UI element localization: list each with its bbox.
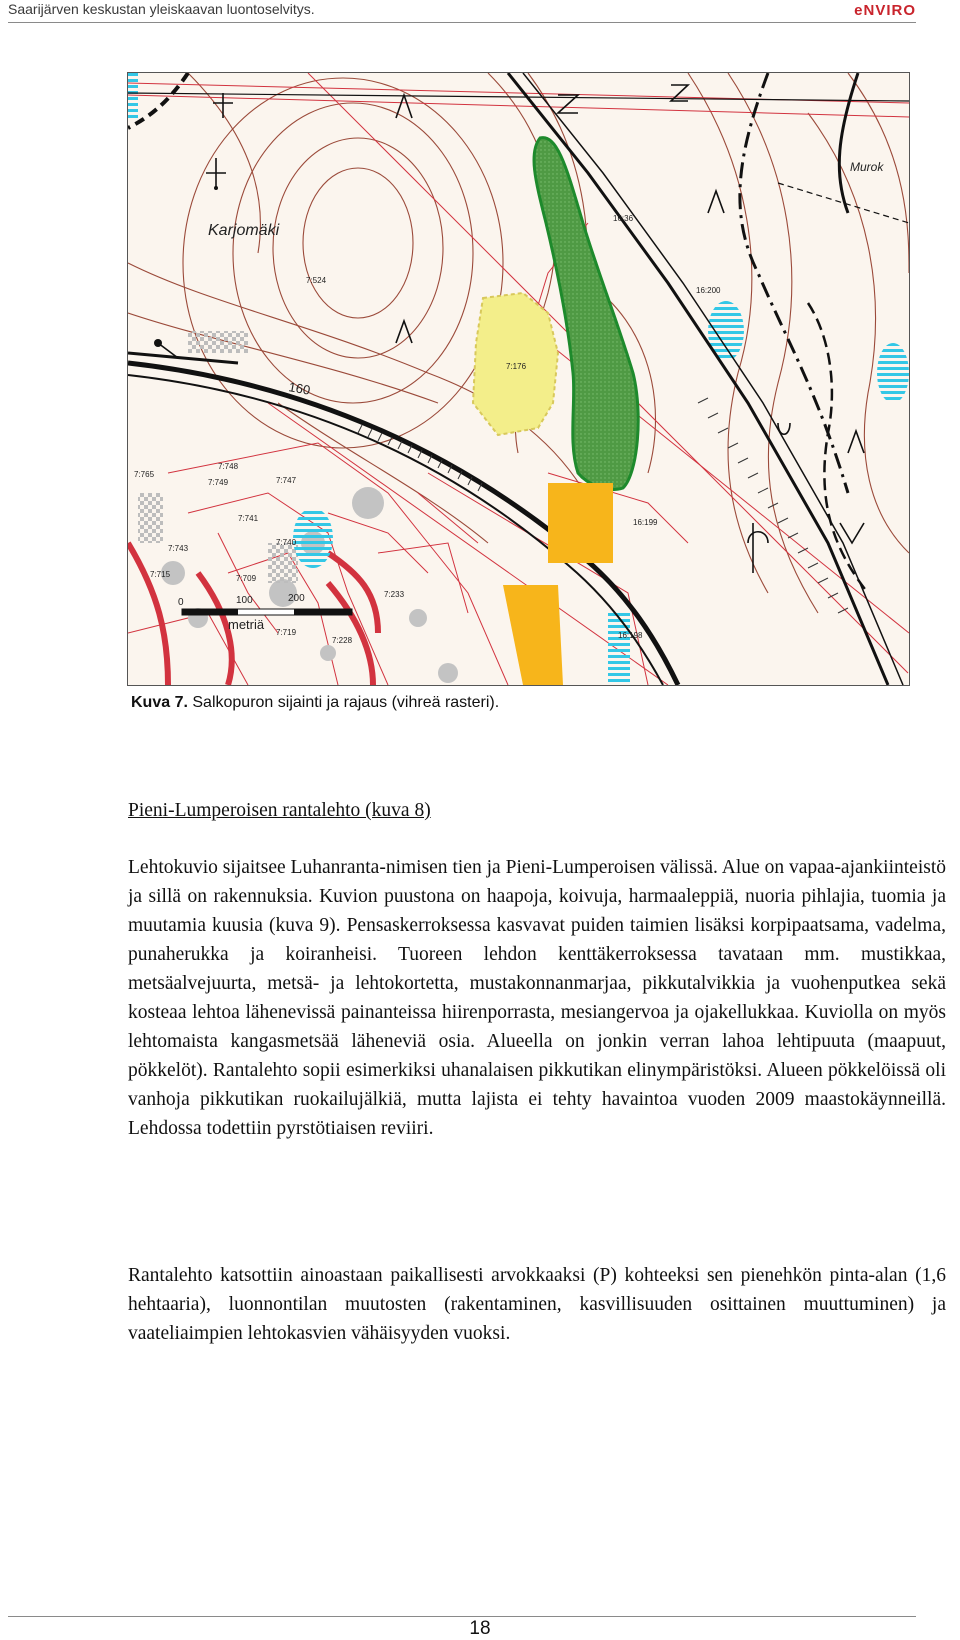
document-title: Saarijärven keskustan yleiskaavan luontoselvitys. [8,1,315,17]
scale-label-100: 100 [236,595,253,606]
map-figure [127,72,910,686]
label-160: 160 [287,379,312,398]
footer-divider [8,1616,916,1617]
svg-text:7:743: 7:743 [168,544,189,553]
svg-text:7:747: 7:747 [276,476,297,485]
paragraph-1: Lehtokuvio sijaitsee Luhanranta-nimisen tien ja Pieni-Lumperoisen välissä. Alue on vapaa-ajankiinteistö ja sillä on rakennuksia. Kuvion puustona on haapoja, koivuja, harmaaleppiä, nuoria pihlajia, tuomia ja muutamia kuusia (kuva 9). Pensaskerroksessa kasvavat puiden taimien lisäksi korpipaatsama, vadelma, punaherukka ja koiranheisi. Tuoreen lehdon kenttäkerroksessa tavataan mm. mustikkaa, metsäalvejuurta, metsä- ja lehtokortetta, mustakonnanmarjaa, pikkutalvikkia ja vuohenputkea sekä kosteaa lehtoa lähenevissä painanteissa hiirenporrasta, mesiangervoa ja ojakellukkaa. Kuviolla on myös lehtomaista kangasmetsää läheneviä osia. Alueella on jonkin verran lahoa lehtipuuta (maapuut, pökkelöt). Rantalehto sopii esimerkiksi uhanalaisen pikkutikan elinympäristöksi. Alueen pökkelöissä oli vanhoja pikkutikan ruokailujälkiä, mutta lajista ei tehty havaintoa vuoden 2009 maastokäynneillä. Lehdossa todettiin pyrstötiaisen reviiri. [128,857,946,1139]
scale-unit: metriä [228,617,265,632]
salkopuro-green-area [534,138,638,490]
label-murok: Murok [850,160,884,174]
svg-text:7:748: 7:748 [218,462,239,471]
page-number: 18 [469,1618,491,1639]
svg-text:7:749: 7:749 [208,478,229,487]
figure-caption [131,694,499,712]
scale-label-0: 0 [178,597,184,608]
label-karjomaki: Karjomäki [208,222,280,239]
header-divider [8,22,916,23]
caption-label: Kuva 7. [131,694,188,711]
svg-text:7:709: 7:709 [236,574,257,583]
svg-text:16:198: 16:198 [618,631,643,640]
svg-text:16:199: 16:199 [633,518,658,527]
svg-text:7:524: 7:524 [306,276,327,285]
svg-text:16:200: 16:200 [696,286,721,295]
svg-text:7:765: 7:765 [134,470,155,479]
orange-area-upper [548,483,613,563]
svg-text:7:176: 7:176 [506,362,527,371]
enviro-logo: eNVIRO [854,2,916,19]
scale-label-200: 200 [288,593,305,604]
page-header [8,0,916,22]
paragraph-2: Rantalehto katsottiin ainoastaan paikallisesti arvokkaaksi (P) kohteeksi sen pienehkön pinta-alan (1,6 hehtaaria), luonnontilan muutosten (rakentaminen, kasvillisuuden osittainen muuttuminen) ja vaateliaimpien lehtokasvien vähäisyyden vuoksi. [128,1265,946,1344]
svg-text:7:719: 7:719 [276,628,297,637]
svg-text:7:715: 7:715 [150,570,171,579]
svg-text:16:36: 16:36 [613,214,634,223]
svg-text:7:740: 7:740 [276,538,297,547]
map-svg [128,73,909,685]
svg-text:7:233: 7:233 [384,590,405,599]
map-dots [154,186,218,347]
caption-text: Salkopuron sijainti ja rajaus (vihreä rasteri). [187,694,500,711]
section-heading: Pieni-Lumperoisen rantalehto (kuva 8) [128,800,431,821]
svg-text:7:228: 7:228 [332,636,353,645]
orange-area-lower [503,585,563,685]
svg-text:7:741: 7:741 [238,514,259,523]
scale-bar [178,593,352,632]
